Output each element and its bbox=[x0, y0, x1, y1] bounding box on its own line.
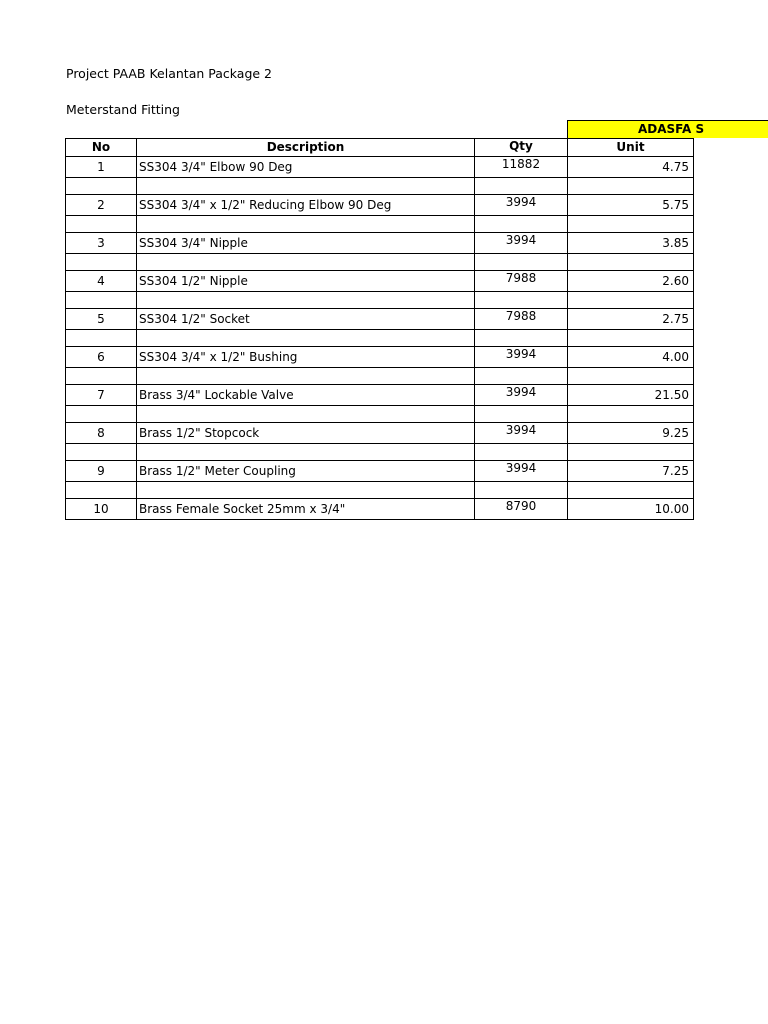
row-no: 3 bbox=[66, 233, 137, 254]
empty-cell bbox=[137, 254, 475, 271]
empty-cell bbox=[568, 368, 694, 385]
header-unit: Unit bbox=[568, 139, 694, 157]
empty-cell bbox=[137, 216, 475, 233]
header-no: No bbox=[66, 139, 137, 157]
header-description: Description bbox=[137, 139, 475, 157]
row-unit: 7.25 bbox=[568, 461, 694, 482]
row-no: 7 bbox=[66, 385, 137, 406]
empty-cell bbox=[475, 292, 568, 309]
row-unit: 3.85 bbox=[568, 233, 694, 254]
empty-cell bbox=[475, 330, 568, 347]
row-description: SS304 3/4" x 1/2" Reducing Elbow 90 Deg bbox=[137, 195, 475, 216]
empty-cell bbox=[137, 406, 475, 423]
row-unit: 9.25 bbox=[568, 423, 694, 444]
table-row bbox=[66, 423, 694, 444]
table-row bbox=[66, 271, 694, 292]
row-qty: 11882 bbox=[475, 157, 568, 178]
spacer-row bbox=[66, 482, 694, 499]
row-no: 1 bbox=[66, 157, 137, 178]
row-unit: 2.60 bbox=[568, 271, 694, 292]
empty-cell bbox=[66, 444, 137, 461]
row-qty: 3994 bbox=[475, 423, 568, 444]
row-qty: 3994 bbox=[475, 461, 568, 482]
row-description: SS304 3/4" Nipple bbox=[137, 233, 475, 254]
row-description: SS304 1/2" Nipple bbox=[137, 271, 475, 292]
empty-cell bbox=[475, 254, 568, 271]
row-unit: 2.75 bbox=[568, 309, 694, 330]
row-no: 4 bbox=[66, 271, 137, 292]
row-no: 10 bbox=[66, 499, 137, 520]
empty-cell bbox=[137, 444, 475, 461]
row-description: SS304 3/4" Elbow 90 Deg bbox=[137, 157, 475, 178]
row-qty: 3994 bbox=[475, 233, 568, 254]
row-qty: 3994 bbox=[475, 195, 568, 216]
empty-cell bbox=[66, 406, 137, 423]
row-qty: 3994 bbox=[475, 347, 568, 368]
empty-cell bbox=[66, 254, 137, 271]
empty-cell bbox=[568, 216, 694, 233]
table-row bbox=[66, 385, 694, 406]
section-title: Meterstand Fitting bbox=[66, 102, 180, 117]
spacer-row bbox=[66, 368, 694, 385]
spacer-row bbox=[66, 254, 694, 271]
row-qty: 7988 bbox=[475, 309, 568, 330]
row-unit: 4.00 bbox=[568, 347, 694, 368]
fitting-table bbox=[65, 138, 694, 520]
row-unit: 4.75 bbox=[568, 157, 694, 178]
empty-cell bbox=[66, 178, 137, 195]
row-description: SS304 1/2" Socket bbox=[137, 309, 475, 330]
empty-cell bbox=[475, 406, 568, 423]
spacer-row bbox=[66, 330, 694, 347]
vendor-header-highlight: ADASFA S bbox=[567, 120, 768, 138]
fitting-table-body bbox=[66, 139, 694, 520]
empty-cell bbox=[568, 178, 694, 195]
empty-cell bbox=[66, 482, 137, 499]
row-no: 2 bbox=[66, 195, 137, 216]
row-description: Brass 1/2" Stopcock bbox=[137, 423, 475, 444]
empty-cell bbox=[137, 292, 475, 309]
table-row bbox=[66, 309, 694, 330]
row-description: Brass 1/2" Meter Coupling bbox=[137, 461, 475, 482]
row-no: 6 bbox=[66, 347, 137, 368]
spacer-row bbox=[66, 292, 694, 309]
row-description: Brass 3/4" Lockable Valve bbox=[137, 385, 475, 406]
row-unit: 21.50 bbox=[568, 385, 694, 406]
empty-cell bbox=[568, 330, 694, 347]
empty-cell bbox=[66, 292, 137, 309]
empty-cell bbox=[475, 444, 568, 461]
header-qty: Qty bbox=[475, 139, 568, 157]
spacer-row bbox=[66, 178, 694, 195]
row-unit: 5.75 bbox=[568, 195, 694, 216]
row-description: SS304 3/4" x 1/2" Bushing bbox=[137, 347, 475, 368]
spacer-row bbox=[66, 444, 694, 461]
empty-cell bbox=[475, 482, 568, 499]
row-no: 5 bbox=[66, 309, 137, 330]
empty-cell bbox=[568, 254, 694, 271]
header-row bbox=[66, 139, 694, 157]
empty-cell bbox=[475, 178, 568, 195]
table-row bbox=[66, 157, 694, 178]
spacer-row bbox=[66, 216, 694, 233]
table-row bbox=[66, 347, 694, 368]
row-qty: 7988 bbox=[475, 271, 568, 292]
table-row bbox=[66, 195, 694, 216]
row-no: 8 bbox=[66, 423, 137, 444]
empty-cell bbox=[66, 330, 137, 347]
row-description: Brass Female Socket 25mm x 3/4" bbox=[137, 499, 475, 520]
empty-cell bbox=[66, 216, 137, 233]
empty-cell bbox=[568, 292, 694, 309]
empty-cell bbox=[568, 406, 694, 423]
empty-cell bbox=[66, 368, 137, 385]
row-qty: 3994 bbox=[475, 385, 568, 406]
empty-cell bbox=[568, 444, 694, 461]
row-qty: 8790 bbox=[475, 499, 568, 520]
empty-cell bbox=[137, 178, 475, 195]
table-row bbox=[66, 461, 694, 482]
empty-cell bbox=[137, 368, 475, 385]
spacer-row bbox=[66, 406, 694, 423]
empty-cell bbox=[137, 330, 475, 347]
row-unit: 10.00 bbox=[568, 499, 694, 520]
row-no: 9 bbox=[66, 461, 137, 482]
empty-cell bbox=[568, 482, 694, 499]
document-title: Project PAAB Kelantan Package 2 bbox=[66, 66, 272, 81]
empty-cell bbox=[137, 482, 475, 499]
empty-cell bbox=[475, 216, 568, 233]
table-row bbox=[66, 499, 694, 520]
table-row bbox=[66, 233, 694, 254]
empty-cell bbox=[475, 368, 568, 385]
